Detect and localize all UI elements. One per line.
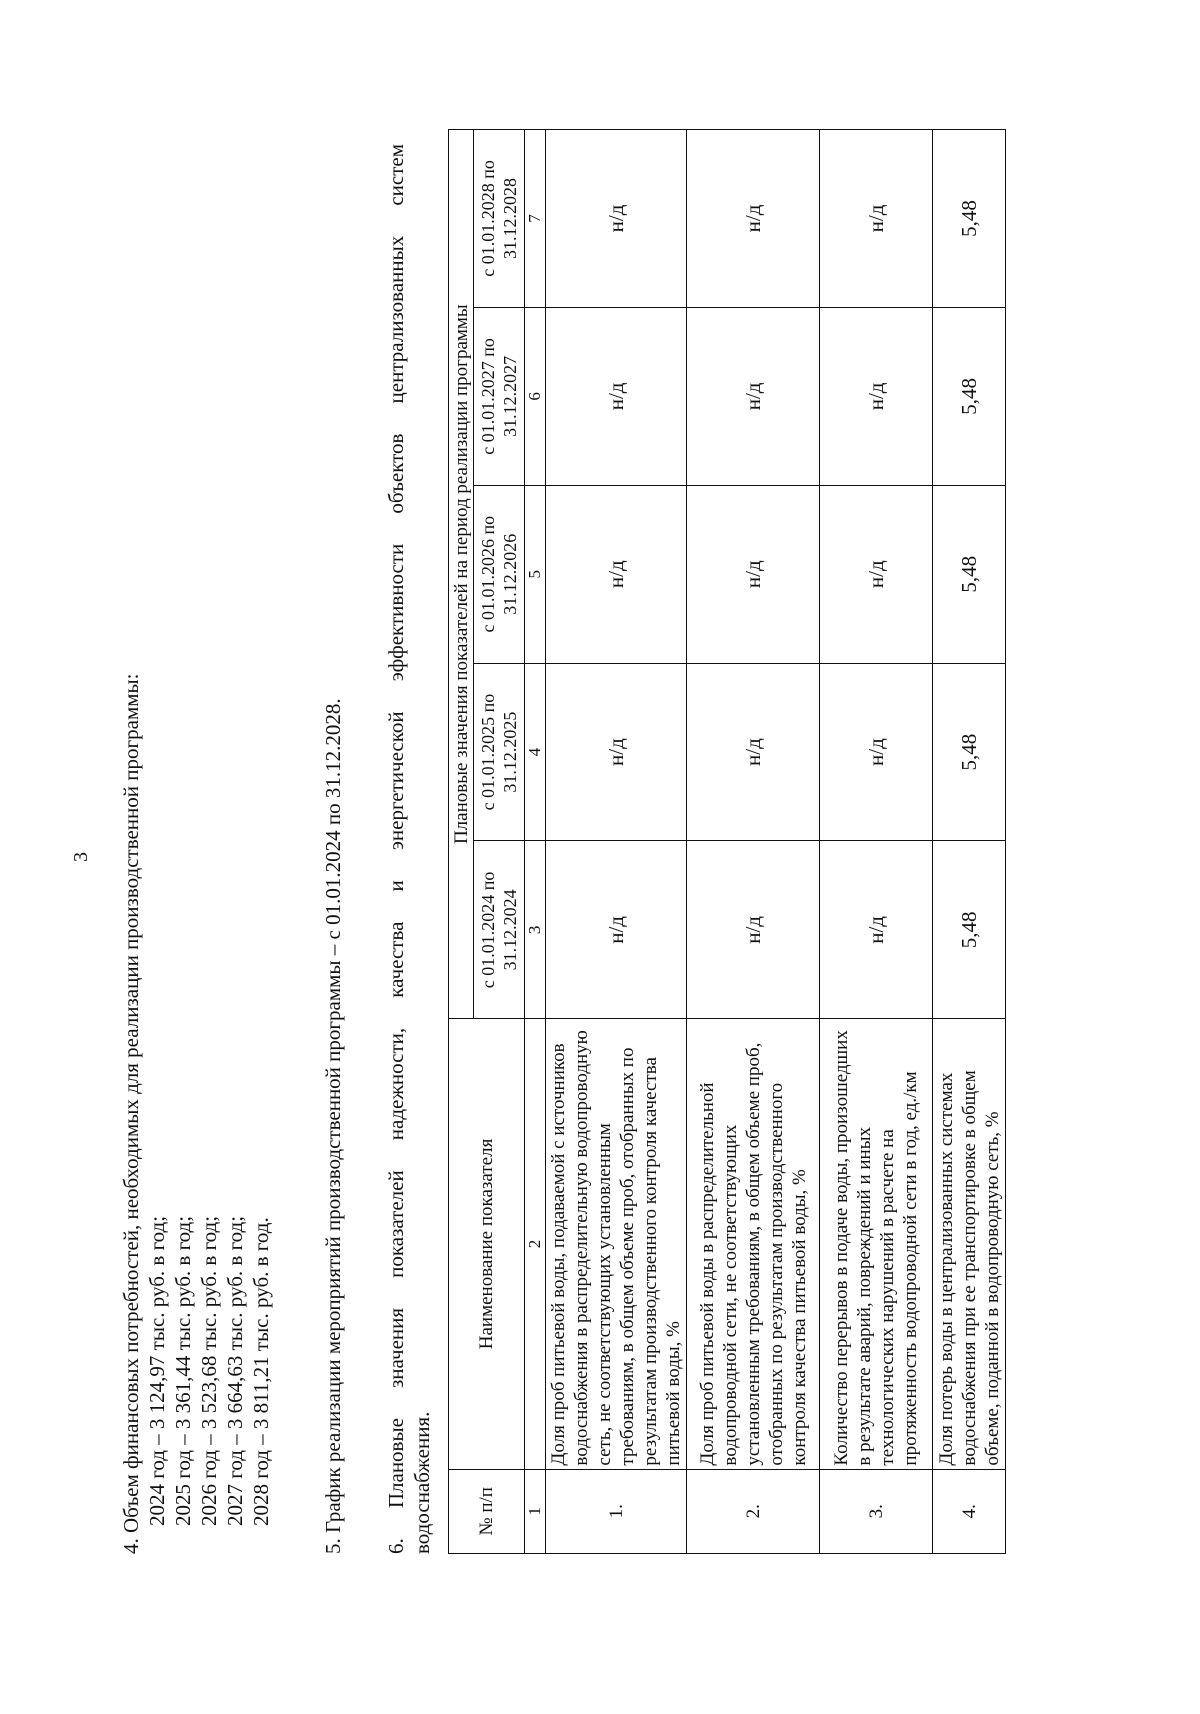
row-name: Доля проб питьевой воды в распределительной водопроводной сети, не соответствующих установленным требованиям, в общем объеме проб, отобранных по результатам производственного контроля качества питьевой воды, % — [687, 1019, 820, 1469]
section-schedule: 5. График реализации мероприятий производственной программы – с 01.01.2024 по 31.12.2028. — [321, 698, 345, 1554]
column-index: 4 — [525, 663, 546, 841]
financial-item-2025: 2025 год – 3 361,44 тыс. руб. в год; — [171, 1215, 195, 1526]
financial-item-2026: 2026 год – 3 523,68 тыс. руб. в год; — [197, 1215, 221, 1526]
row-name: Доля потерь воды в централизованных системах водоснабжения при ее транспортировке в общем объеме, поданной в водопроводную сеть, % — [933, 1019, 1006, 1469]
row-value: н/д — [820, 307, 933, 485]
row-value: н/д — [820, 130, 933, 308]
row-value: н/д — [546, 841, 687, 1019]
table-row — [546, 130, 687, 1554]
column-index: 1 — [525, 1469, 546, 1553]
section-planned-indicators: 6. Плановые значения показателей надежности, качества и энергетической эффективности объектов централизованных систем водоснабжения. — [384, 144, 434, 1554]
table-row — [933, 130, 1006, 1554]
row-name: Количество перерывов в подаче воды, произошедших в результате аварий, повреждений и иных технологических нарушений в расчете на протяженность водопроводной сети в год, ед./км — [820, 1019, 933, 1469]
row-value: н/д — [687, 841, 820, 1019]
row-num: 3. — [820, 1469, 933, 1553]
row-name: Доля проб питьевой воды, подаваемой с источников водоснабжения в распределительную водопроводную сеть, не соответствующих установленным требованиям, в общем объеме проб, отобранных по результатам производственного контроля качества питьевой воды, % — [546, 1019, 687, 1469]
row-num: 2. — [687, 1469, 820, 1553]
section-financial-needs — [118, 154, 274, 1554]
table-row — [820, 130, 933, 1554]
column-index: 5 — [525, 485, 546, 663]
row-value: 5,48 — [933, 663, 1006, 841]
row-value: н/д — [820, 663, 933, 841]
column-index-row — [525, 130, 546, 1554]
row-value: н/д — [546, 130, 687, 308]
row-value: н/д — [820, 485, 933, 663]
row-value: н/д — [546, 663, 687, 841]
table-row — [687, 130, 820, 1554]
header-period-2026: с 01.01.2026 по 31.12.2026 — [474, 485, 525, 663]
row-value: 5,48 — [933, 130, 1006, 308]
header-period-2028: с 01.01.2028 по 31.12.2028 — [474, 130, 525, 308]
financial-item-2027: 2027 год – 3 664,63 тыс. руб. в год; — [223, 1215, 247, 1526]
column-index: 2 — [525, 1019, 546, 1469]
row-value: н/д — [687, 485, 820, 663]
section-financial-needs-title: 4. Объем финансовых потребностей, необходимых для реализации производственной программы: — [119, 673, 143, 1554]
financial-item-2024: 2024 год – 3 124,97 тыс. руб. в год; — [145, 1215, 169, 1526]
header-period-2024: с 01.01.2024 по 31.12.2024 — [474, 841, 525, 1019]
column-index: 3 — [525, 841, 546, 1019]
row-value: 5,48 — [933, 485, 1006, 663]
header-num: № п/п — [449, 1469, 525, 1553]
row-value: н/д — [687, 307, 820, 485]
row-value: н/д — [546, 485, 687, 663]
indicator-table — [448, 129, 1006, 1554]
row-value: 5,48 — [933, 841, 1006, 1019]
header-period-2025: с 01.01.2025 по 31.12.2025 — [474, 663, 525, 841]
column-index: 7 — [525, 130, 546, 308]
financial-item-2028: 2028 год – 3 811,21 тыс. руб. в год. — [249, 1217, 273, 1526]
row-value: н/д — [820, 841, 933, 1019]
row-num: 1. — [546, 1469, 687, 1553]
row-value: 5,48 — [933, 307, 1006, 485]
page-number: 3 — [70, 852, 92, 862]
header-name: Наименование показателя — [449, 1019, 525, 1469]
column-index: 6 — [525, 307, 546, 485]
header-period-2027: с 01.01.2027 по 31.12.2027 — [474, 307, 525, 485]
row-value: н/д — [546, 307, 687, 485]
row-value: н/д — [687, 130, 820, 308]
header-group: Плановые значения показателей на период реализации программы — [449, 130, 474, 1019]
row-num: 4. — [933, 1469, 1006, 1553]
row-value: н/д — [687, 663, 820, 841]
